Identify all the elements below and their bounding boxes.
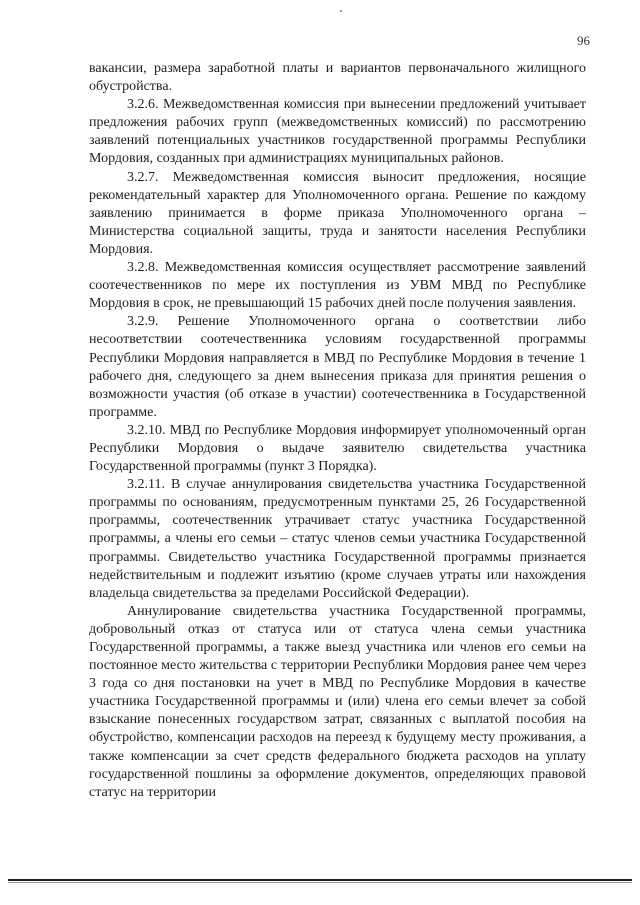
paragraph-annulment: Аннулирование свидетельства участника Государственной программы, добровольный отказ от статуса или от статуса члена семьи участника Государственной программы, а также выезд участника или членов его семьи на постоянное место жительства с территории Республики Мордовия ранее чем через 3 года со дня постановки на учет в МВД по Республике Мордовия в качестве участника Государственной программы и (или) члена его семьи влечет за собой взыскание понесенных государством затрат, связанных с выплатой пособия на обустройство, компенсации расходов на переезд к будущему месту проживания, а также компенсации за счет средств федерального бюджета расходов на уплату государственной пошлины за оформление документов, определяющих правовой статус на территории xyxy=(89,603,586,800)
document-body xyxy=(89,60,586,802)
page-number: 96 xyxy=(577,33,590,48)
paragraph-3-2-8: 3.2.8. Межведомственная комиссия осуществляет рассмотрение заявлений соотечественников по мере их поступления из УВМ МВД по Республике Мордовия в срок, не превышающий 15 рабочих дней после получения заявления. xyxy=(89,260,586,312)
paragraph-3-2-9: 3.2.9. Решение Уполномоченного органа о соответствии либо несоответствии соотечественника условиям государственной программы Республики Мордовия направляется в МВД по Республике Мордовия в течение 1 рабочего дня, следующего за днем вынесения приказа для принятия решения о возможности участия (об отказе в участии) соотечественника в Государственной программе. xyxy=(89,314,586,420)
paragraph-3-2-11: 3.2.11. В случае аннулирования свидетельства участника Государственной программы по основаниям, предусмотренным пунктами 25, 26 Государственной программы, соотечественник утрачивает статус участника Государственной программы, а члены его семьи – статус членов семьи участника Государственной программы. Свидетельство участника Государственной программы признается недействительным и подлежит изъятию (кроме случаев утраты или нахождения владельца свидетельства за пределами Российской Федерации). xyxy=(89,477,586,601)
scan-edge-line-shadow xyxy=(8,882,632,883)
paragraph-3-2-6: 3.2.6. Межведомственная комиссия при вынесении предложений учитывает предложения рабочих групп (межведомственных комиссий) по рассмотрению заявлений потенциальных участников государственной программы Республики Мордовия, созданных при администрациях муниципальных районов. xyxy=(89,97,586,167)
scan-edge-line xyxy=(8,879,632,881)
paragraph-3-2-7: 3.2.7. Межведомственная комиссия выносит предложения, носящие рекомендательный характер для Уполномоченного органа. Решение по каждому заявлению принимается в форме приказа Уполномоченного органа – Министерства социальной защиты, труда и занятости населения Республики Мордовия. xyxy=(89,169,586,257)
paragraph-continuation: вакансии, размера заработной платы и вариантов первоначального жилищного обустройства. xyxy=(89,61,586,95)
paragraph-3-2-10: 3.2.10. МВД по Республике Мордовия информирует уполномоченный орган Республики Мордовия о выдаче заявителю свидетельства участника Государственной программы (пункт 3 Порядка). xyxy=(89,422,586,475)
scan-speck xyxy=(340,10,342,12)
